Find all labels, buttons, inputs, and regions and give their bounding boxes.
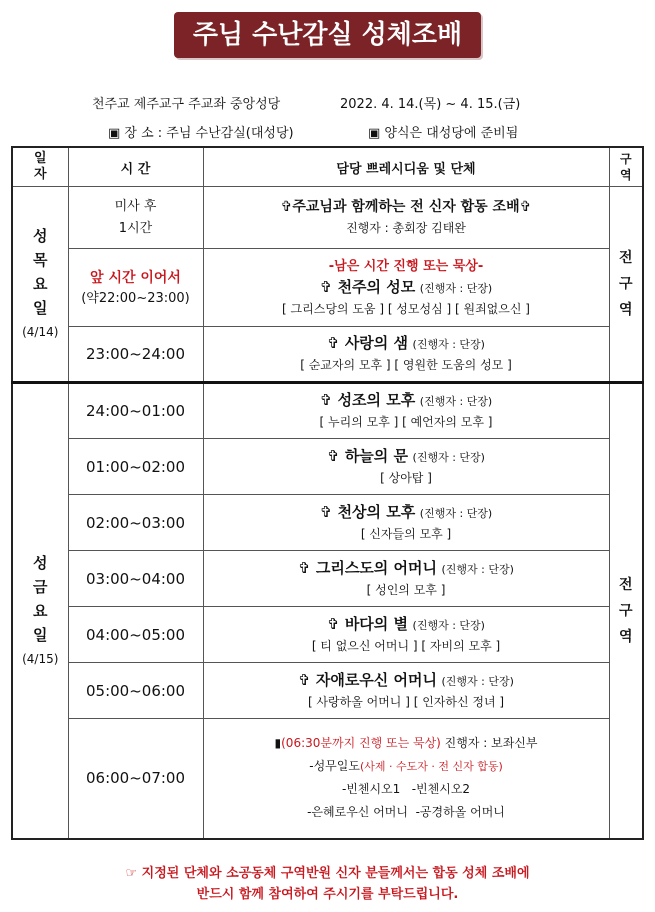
group-list: [ 상아탑 ] [380, 470, 432, 485]
day-name: 성 목 요 일 [33, 227, 48, 317]
group-cell [203, 551, 609, 607]
group-cell [203, 607, 609, 663]
time-cell: 05:00~06:00 [68, 663, 203, 719]
schedule-table [11, 146, 644, 840]
table-row [12, 327, 643, 383]
group-list: [ 사랑하올 어머니 ] [ 인자하신 정녀 ] [307, 694, 505, 709]
day-cell-friday [12, 383, 68, 839]
supply-note: ▣ 양식은 대성당에 준비됨 [368, 126, 519, 141]
group-leader: (진행자 : 단장) [419, 506, 493, 520]
group-list: [ 그리스당의 도움 ] [ 성모성심 ] [ 원죄없으신 ] [282, 302, 530, 316]
group-leader: (진행자 : 단장) [412, 338, 485, 351]
time-cell: 24:00~01:00 [68, 383, 203, 439]
group-title: ✞ 천주의 성모 [319, 278, 416, 296]
group-leader: (진행자 : 단장) [441, 674, 514, 688]
event-date: 2022. 4. 14.(목) ~ 4. 15.(금) [340, 97, 521, 112]
area-cell: 전 구 역 [609, 187, 643, 383]
group-cell [203, 187, 609, 249]
group-title: ✞ 하늘의 문 [327, 446, 409, 465]
footer-line-1: ☞ 지정된 단체와 소공동체 구역반원 신자 분들께서는 합동 성체 조배에 [125, 866, 530, 881]
group-leader: (진행자 : 단장) [412, 450, 485, 464]
page-title: 주님 수난감실 성체조배 [174, 12, 481, 58]
time-cell: 02:00~03:00 [68, 495, 203, 551]
group-title: ✞ 바다의 별 [327, 614, 409, 633]
organization: 천주교 제주교구 주교좌 중앙성당 [92, 97, 281, 112]
day-cell-thursday [12, 187, 68, 383]
table-row [12, 249, 643, 327]
group-cell [203, 383, 609, 439]
table-row [12, 187, 643, 249]
group-note: -남은 시간 진행 또는 묵상- [328, 259, 484, 274]
group-list: [ 티 없으신 어머니 ] [ 자비의 모후 ] [311, 638, 501, 653]
header-day: 일 자 [12, 147, 68, 187]
table-row [12, 551, 643, 607]
area-cell: 전 구 역 [609, 383, 643, 839]
table-row [12, 383, 643, 439]
group-leader: (진행자 : 단장) [419, 282, 493, 295]
group-title: ✞ 사랑의 샘 [327, 334, 409, 352]
group-list: -빈첸시오1 -빈첸시오2 [341, 782, 471, 797]
liturgy-label: -성무일도 [309, 759, 360, 774]
footer-notice [0, 863, 655, 905]
time-range: (약22:00~23:00) [81, 290, 190, 306]
liturgy-note: (사제 · 수도자 · 전 신자 합동) [359, 760, 503, 774]
group-list: [ 순교자의 모후 ] [ 영원한 도움의 성모 ] [300, 358, 512, 372]
leader-note: 진행자 : 보좌신부 [440, 736, 538, 751]
group-list: [ 누리의 모후 ] [ 예언자의 모후 ] [319, 415, 493, 429]
header-area: 구 역 [609, 147, 643, 187]
group-title: ✞ 천상의 모후 [319, 502, 416, 521]
group-list: [ 성인의 모후 ] [366, 582, 446, 597]
time-cell: 04:00~05:00 [68, 607, 203, 663]
table-row [12, 663, 643, 719]
group-title: ✞ 그리스도의 어머니 [298, 558, 437, 577]
time-cell: 01:00~02:00 [68, 439, 203, 495]
meditation-note: (06:30분까지 진행 또는 묵상) [281, 736, 441, 751]
group-leader: (진행자 : 단장) [441, 562, 514, 576]
time-cell [68, 249, 203, 327]
header-time: 시 간 [68, 147, 203, 187]
group-cell [203, 495, 609, 551]
day-name: 성 금 요 일 [33, 553, 48, 644]
group-cell [203, 719, 609, 839]
group-cell [203, 663, 609, 719]
table-row [12, 719, 643, 839]
group-title: ✞주교님과 함께하는 전 신자 합동 조배✞ [280, 199, 532, 215]
group-title: ✞ 자애로우신 어머니 [298, 670, 437, 689]
day-date: (4/14) [22, 325, 59, 339]
group-cell [203, 439, 609, 495]
group-list: [ 신자들의 모후 ] [360, 526, 452, 541]
bullet-mark: ▮ [274, 736, 282, 751]
header-group: 담당 쁘레시디움 및 단체 [203, 147, 609, 187]
time-cell: 06:00~07:00 [68, 719, 203, 839]
time-note: 앞 시간 이어서 [90, 269, 181, 286]
group-title: ✞ 성조의 모후 [319, 391, 416, 409]
table-row [12, 439, 643, 495]
place: ▣ 장 소 : 주님 수난감실(대성당) [108, 126, 294, 141]
time-cell: 23:00~24:00 [68, 327, 203, 383]
time-cell: 03:00~04:00 [68, 551, 203, 607]
group-leader: (진행자 : 단장) [419, 395, 493, 408]
table-row [12, 495, 643, 551]
group-leader: (진행자 : 단장) [412, 618, 485, 632]
group-leader: 진행자 : 총회장 김태완 [346, 221, 466, 235]
day-date: (4/15) [22, 651, 59, 666]
time-cell: 미사 후 1시간 [68, 187, 203, 249]
group-list: -은혜로우신 어머니 -공경하올 어머니 [307, 805, 505, 820]
footer-line-2: 반드시 함께 참여하여 주시기를 부탁드립니다. [196, 887, 459, 902]
group-cell [203, 249, 609, 327]
header-row [12, 147, 643, 187]
table-row [12, 607, 643, 663]
group-cell [203, 327, 609, 383]
